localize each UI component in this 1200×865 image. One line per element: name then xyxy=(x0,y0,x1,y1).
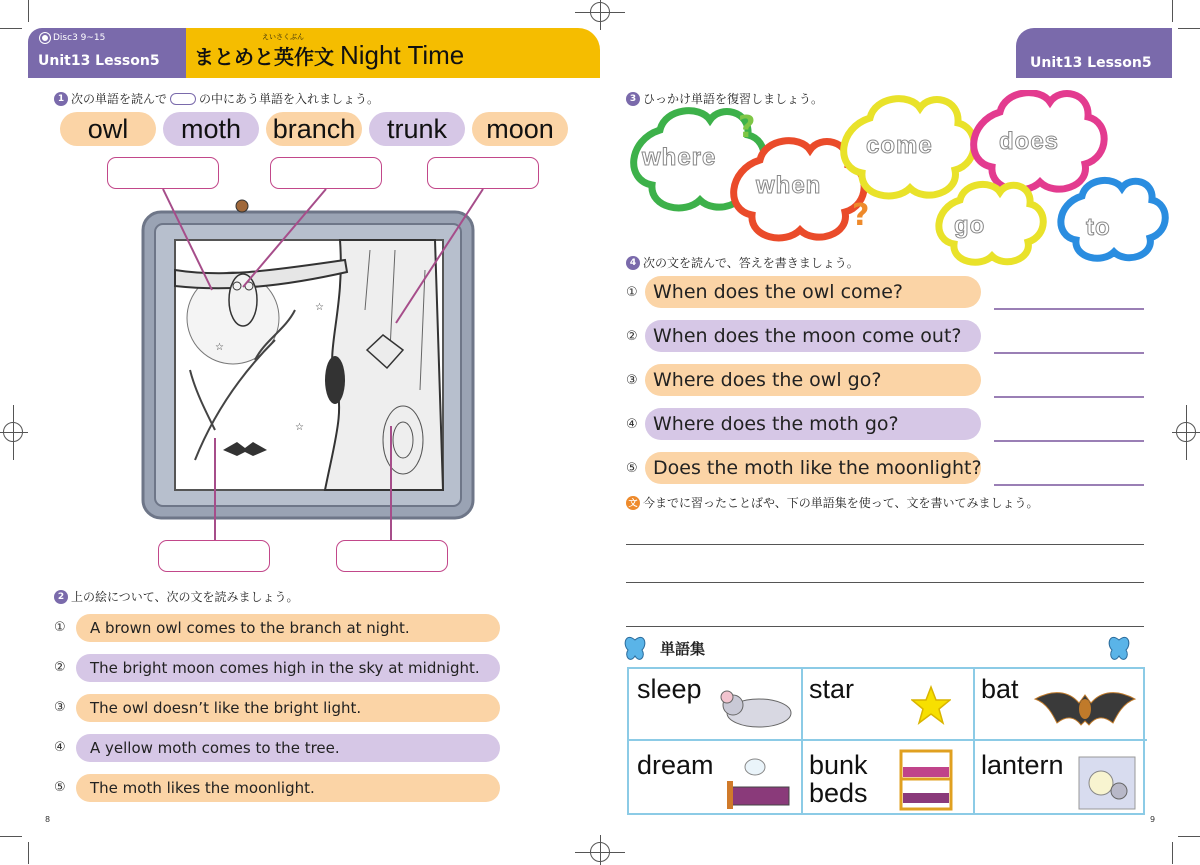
trick-word-where: where xyxy=(642,144,717,171)
question-number: ① xyxy=(626,285,638,300)
instruction-4: 4 次の文を読んで、答えを書きましょう。 xyxy=(626,254,859,271)
vocab-cell-bat: bat xyxy=(975,669,1147,741)
title-japanese: まとめと英作文 xyxy=(194,45,334,69)
number-badge-4: 4 xyxy=(626,256,640,270)
sleeping-mouse-icon xyxy=(715,685,795,731)
crop-mark xyxy=(1178,836,1200,837)
sentence-number: ⑤ xyxy=(54,780,66,795)
bat-icon xyxy=(1033,681,1137,731)
word-chip-owl: owl xyxy=(60,112,156,146)
star-icon xyxy=(911,685,951,725)
crop-mark xyxy=(0,836,22,837)
butterfly-icon xyxy=(622,632,648,666)
sentence-3: The owl doesn’t like the bright light. xyxy=(76,694,500,722)
unit-label-right: Unit13 Lesson5 xyxy=(1030,55,1152,71)
sentence-number: ① xyxy=(54,620,66,635)
butterfly-icon xyxy=(1104,632,1134,666)
answer-line-2[interactable] xyxy=(994,352,1144,354)
cloud-blue xyxy=(1061,180,1165,258)
sentence-5: The moth likes the moonlight. xyxy=(76,774,500,802)
vocab-title: 単語集 xyxy=(660,640,706,658)
vocab-cell-lantern: lantern xyxy=(975,741,1147,815)
sentence-number: ③ xyxy=(54,700,66,715)
number-badge-1: 1 xyxy=(54,92,68,106)
question-1: When does the owl come? xyxy=(645,276,981,308)
trick-word-go: go xyxy=(954,212,986,239)
word-chip-moon: moon xyxy=(472,112,568,146)
question-2: When does the moon come out? xyxy=(645,320,981,352)
answer-line-5[interactable] xyxy=(994,484,1144,486)
crop-mark xyxy=(1172,842,1173,864)
writing-line-1[interactable] xyxy=(626,544,1144,545)
sentence-2: The bright moon comes high in the sky at midnight. xyxy=(76,654,500,682)
trick-word-does: does xyxy=(999,128,1060,155)
crop-mark xyxy=(590,842,610,862)
crop-mark xyxy=(1172,0,1173,22)
question-number: ② xyxy=(626,329,638,344)
trick-word-clouds xyxy=(620,90,1180,270)
crop-mark xyxy=(1176,422,1196,442)
trick-word-come: come xyxy=(866,132,933,159)
word-chip-trunk: trunk xyxy=(369,112,465,146)
page-number-right: 9 xyxy=(1150,815,1156,824)
word-chip-moth: moth xyxy=(163,112,259,146)
writing-badge: 文 xyxy=(626,496,640,510)
svg-text:☆: ☆ xyxy=(295,422,304,433)
title-english: Night Time xyxy=(340,40,465,70)
vocab-cell-sleep: sleep xyxy=(629,669,803,741)
question-number: ④ xyxy=(626,417,638,432)
answer-line-4[interactable] xyxy=(994,440,1144,442)
crop-mark xyxy=(1178,28,1200,29)
svg-text:☆: ☆ xyxy=(315,302,324,313)
writing-line-3[interactable] xyxy=(626,626,1144,627)
question-5: Does the moth like the moonlight? xyxy=(645,452,981,484)
title-furigana: えいさくぶん xyxy=(262,33,304,41)
vocab-cell-dream: dream xyxy=(629,741,803,815)
sentence-number: ② xyxy=(54,660,66,675)
sentence-number: ④ xyxy=(54,740,66,755)
dream-bed-icon xyxy=(725,757,795,811)
bunk-beds-icon xyxy=(899,749,953,811)
instruction-1: 1 次の単語を読んで の中にあう単語を入れましょう。 xyxy=(54,90,379,107)
instruction-2: 2 上の絵について、次の文を読みましょう。 xyxy=(54,588,299,605)
number-badge-3: 3 xyxy=(626,92,640,106)
pointer-lines xyxy=(0,0,600,560)
answer-line-1[interactable] xyxy=(994,308,1144,310)
word-chip-branch: branch xyxy=(266,112,362,146)
instruction-3: 3 ひっかけ単語を復習しましょう。 xyxy=(626,90,823,107)
answer-line-3[interactable] xyxy=(994,396,1144,398)
page-number-left: 8 xyxy=(45,815,51,824)
instruction-5: 文 今までに習ったことばや、下の単語集を使って、文を書いてみましょう。 xyxy=(626,494,1039,511)
sentence-4: A yellow moth comes to the tree. xyxy=(76,734,500,762)
vocab-cell-star: star xyxy=(803,669,975,741)
sentence-1: A brown owl comes to the branch at night. xyxy=(76,614,500,642)
writing-line-2[interactable] xyxy=(626,582,1144,583)
question-mark-icon: ? xyxy=(852,198,870,233)
unit-label: Unit13 Lesson5 xyxy=(38,53,160,69)
crop-mark xyxy=(28,842,29,864)
question-4: Where does the moth go? xyxy=(645,408,981,440)
disc-label: Disc3 9~15 xyxy=(40,33,105,43)
question-3: Where does the owl go? xyxy=(645,364,981,396)
question-number: ③ xyxy=(626,373,638,388)
trick-word-when: when xyxy=(756,172,822,199)
question-mark-icon: ? xyxy=(738,110,756,145)
number-badge-2: 2 xyxy=(54,590,68,604)
vocab-cell-bunk-beds: bunk beds xyxy=(803,741,975,815)
trick-word-to: to xyxy=(1086,214,1111,241)
svg-text:☆: ☆ xyxy=(215,342,224,353)
question-number: ⑤ xyxy=(626,461,638,476)
vocab-table xyxy=(627,667,1145,815)
lantern-icon xyxy=(1077,755,1137,811)
